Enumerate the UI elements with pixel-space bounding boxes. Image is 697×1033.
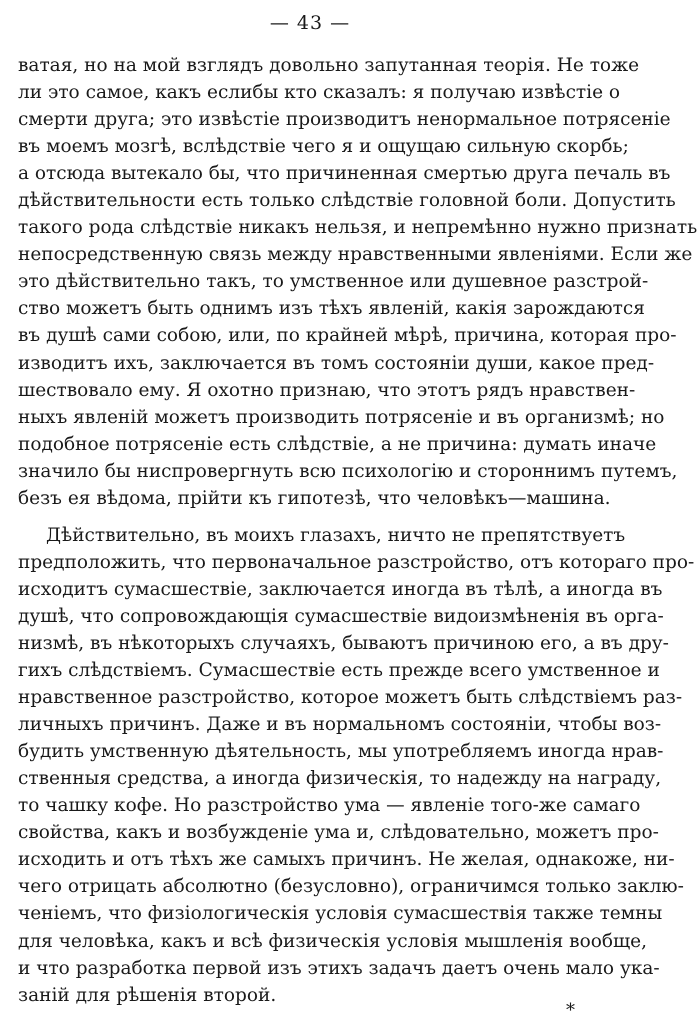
paragraph	[18, 522, 695, 1009]
text-line: свойства, какъ и возбужденіе ума и, слѣдовательно, можетъ про-	[18, 822, 659, 844]
paragraph	[18, 52, 697, 512]
text-line: чего отрицать абсолютно (безусловно), ограничимся только заклю-	[18, 876, 684, 898]
text-line: Дѣйствительно, въ моихъ глазахъ, ничто не препятствуетъ	[46, 524, 626, 546]
text-line: ли это самое, какъ еслибы кто сказалъ: я получаю извѣстіе о	[18, 82, 621, 104]
text-line: смерти друга; это извѣстіе производитъ ненормальное потрясеніе	[18, 109, 671, 131]
text-line: изводитъ ихъ, заключается въ томъ состояніи души, какое пред-	[18, 352, 655, 374]
text-line: ченіемъ, что физіологическія условія сумасшествія также темны	[18, 903, 663, 925]
text-line: безъ ея вѣдома, прійти къ гипотезѣ, что человѣкъ—машина.	[18, 487, 611, 509]
paragraph-gap	[18, 512, 612, 522]
text-line: ство можетъ быть однимъ изъ тѣхъ явленій, какія зарождаются	[18, 298, 645, 320]
text-line: непосредственную связь между нравственными явленіями. Если же	[18, 244, 693, 266]
page-body	[18, 52, 697, 1009]
text-line: а отсюда вытекало бы, что причиненная смертью друга печаль въ	[18, 163, 671, 185]
text-line: заній для рѣшенія второй.	[18, 984, 277, 1006]
text-line: личныхъ причинъ. Даже и въ нормальномъ состояніи, чтобы воз-	[18, 714, 662, 736]
text-line: ственныя средства, а иногда физическія, то надежду на награду,	[18, 768, 662, 790]
text-line: это дѣйствительно такъ, то умственное или душевное разстрой-	[18, 271, 649, 293]
text-line: въ моемъ мозгѣ, вслѣдствіе чего я и ощущаю сильную скорбь;	[18, 136, 629, 158]
text-line: для человѣка, какъ и всѣ физическія условія мышленія вообще,	[18, 930, 648, 952]
text-line: ныхъ явленій можетъ производить потрясеніе и въ организмѣ; но	[18, 406, 665, 428]
page-number: — 43 —	[269, 12, 351, 34]
text-line: дѣйствительности есть только слѣдствіе головной боли. Допустить	[18, 190, 676, 212]
text-line: будить умственную дѣятельность, мы употребляемъ иногда нрав-	[18, 741, 664, 763]
text-line: исходить и отъ тѣхъ же самыхъ причинъ. Не желая, однакоже, ни-	[18, 849, 675, 871]
text-line: подобное потрясеніе есть слѣдствіе, а не причина: думать иначе	[18, 433, 657, 455]
text-line: то чашку кофе. Но разстройство ума — явленіе того-же самаго	[18, 795, 641, 817]
footer-mark: *	[566, 1000, 575, 1021]
text-line: такого рода слѣдствіе никакъ нельзя, и непремѣнно нужно признать	[18, 217, 697, 239]
text-line: въ душѣ сами собою, или, по крайней мѣрѣ, причина, которая про-	[18, 325, 677, 347]
text-line: предположить, что первоначальное разстройство, отъ котораго про-	[18, 551, 695, 573]
text-line: шествовало ему. Я охотно признаю, что этотъ рядъ нравствен-	[18, 379, 636, 401]
text-line: исходитъ сумасшествіе, заключается иногда въ тѣлѣ, а иногда въ	[18, 578, 663, 600]
text-line: ватая, но на мой взглядъ довольно запутанная теорія. Не тоже	[18, 55, 640, 76]
text-line: нравственное разстройство, которое можетъ быть слѣдствіемъ раз-	[18, 687, 683, 709]
text-line: душѣ, что сопровождающія сумасшествіе видоизмѣненія въ орга-	[18, 605, 664, 627]
text-line: гихъ слѣдствіемъ. Сумасшествіе есть прежде всего умственное и	[18, 660, 660, 682]
text-line: низмѣ, въ нѣкоторыхъ случаяхъ, бываютъ причиною его, а въ дру-	[18, 632, 669, 654]
text-line: и что разработка первой изъ этихъ задачъ даетъ очень мало ука-	[18, 957, 660, 979]
text-line: значило бы ниспровергнуть всю психологію и стороннимъ путемъ,	[18, 460, 678, 482]
